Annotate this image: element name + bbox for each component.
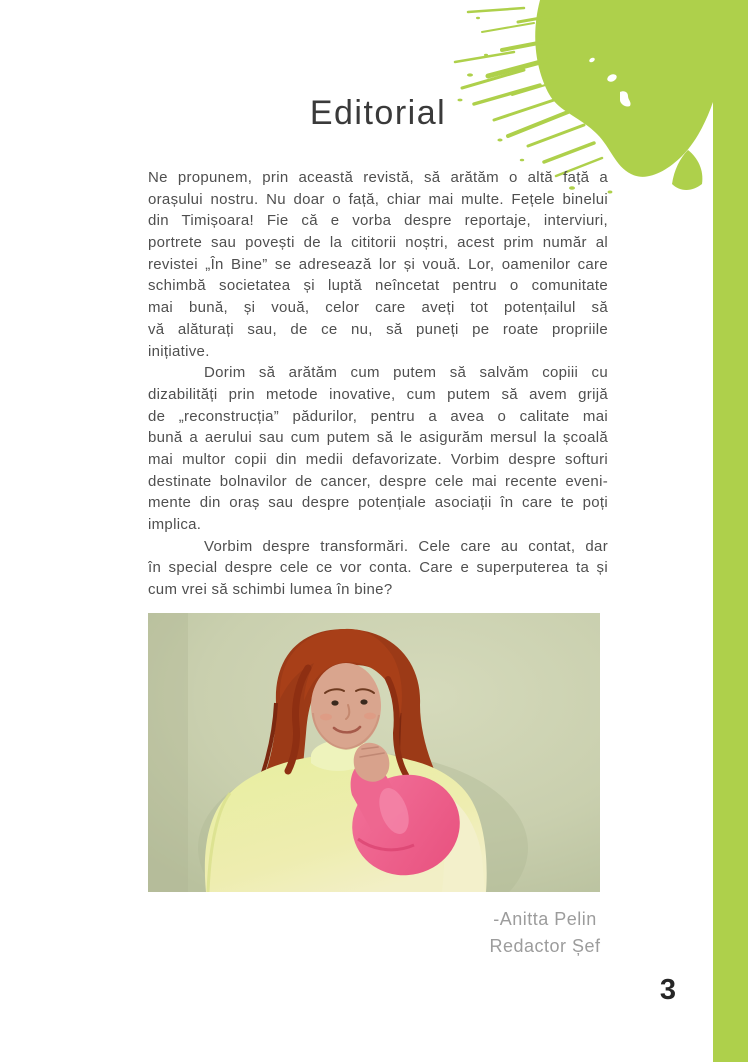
text-line: destinate bolnavilor de cancer, despre cele mai recente eveni- [148, 472, 608, 490]
text-line: Ne propunem, prin această revistă, să arătăm o altă față a [148, 169, 608, 186]
text-line: dizabilități prin metode inovative, cum putem să avem grijă [148, 385, 608, 403]
text-line: de „reconstrucția” pădurilor, pentru a avea o calitate mai [148, 407, 608, 425]
page-title: Editorial [309, 94, 447, 132]
text-line: inițiative. [148, 342, 210, 360]
signature-block [428, 906, 662, 960]
text-line: bună a aerului sau cum putem să le asigurăm mersul la școală [148, 429, 608, 447]
signature-author: -Anitta Pelin [493, 909, 597, 929]
text-line: revistei „În Bine” se adresează lor și vouă. Lor, oamenilor care [148, 255, 608, 273]
signature-role: Redactor Șef [489, 936, 601, 956]
text-line: mente din oraș sau despre potențiale asociații în care te poți [148, 494, 608, 512]
text-line: portrete sau povești de la cititorii noștri, acest prim număr al [148, 234, 608, 252]
text-line: schimbă societatea și luptă neîncetat pentru o comunitate [148, 277, 608, 295]
page-number: 3 [659, 974, 677, 1006]
text-line: Vorbim despre transformări. Cele care au contat, dar [204, 537, 608, 555]
text-line: mai multor copii din medii defavorizate. Vorbim despre softuri [148, 450, 608, 468]
text-line: Dorim să arătăm cum putem să salvăm copiii cu [204, 364, 608, 382]
text-line: în special despre cele ce vor conta. Care e superputerea ta și [148, 559, 608, 577]
portrait-photo [148, 613, 600, 892]
accent-sidebar [713, 0, 748, 1062]
text-line: vă alăturați sau, de ce nu, să puneți pe roate propriile [148, 320, 608, 338]
text-line: mai bună, și vouă, celor care aveți tot potențailul să [148, 299, 608, 317]
article-body [148, 167, 608, 601]
text-line: implica. [148, 516, 202, 533]
text-line: orașului nostru. Nu doar o față, chiar mai multe. Fețele binelui [148, 190, 608, 208]
text-line: cum vrei să schimbi lumea în bine? [148, 581, 393, 599]
text-line: din Timișoara! Fie că e vorba despre reportaje, interviuri, [148, 212, 608, 230]
